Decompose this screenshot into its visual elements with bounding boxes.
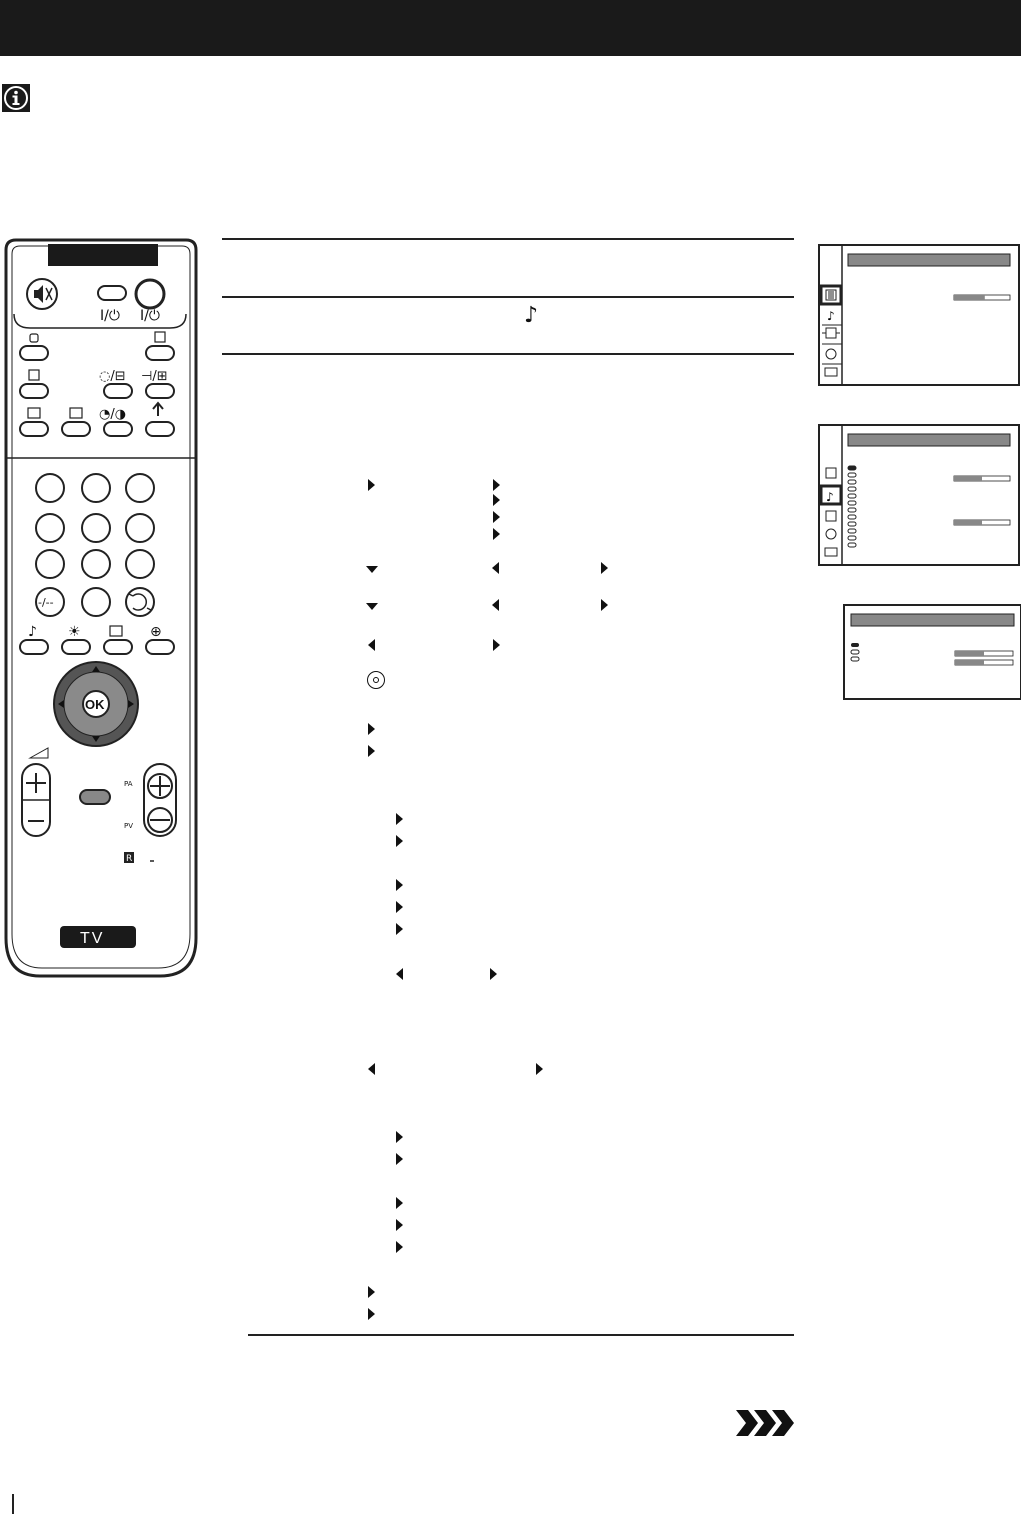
svg-text:R: R [126, 854, 133, 864]
arrow-right-icon [396, 901, 403, 913]
arrow-right-icon [396, 879, 403, 891]
svg-text:☀: ☀ [68, 624, 81, 640]
arrow-right-icon [368, 1286, 375, 1298]
svg-text:♪: ♪ [827, 309, 835, 323]
arrow-right-icon [396, 835, 403, 847]
arrow-right-icon [493, 639, 500, 651]
arrow-right-icon [396, 1219, 403, 1231]
svg-text:OK: OK [85, 697, 105, 712]
arrow-right-icon [396, 1197, 403, 1209]
arrow-right-icon [493, 511, 500, 523]
page-edge-mark [12, 1494, 14, 1514]
arrow-down-icon [366, 603, 378, 610]
arrow-left-icon [368, 1063, 375, 1075]
arrow-down-icon [366, 566, 378, 573]
arrow-right-icon [368, 745, 375, 757]
menu-screen-sound [818, 424, 1020, 566]
arrow-right-icon [396, 1153, 403, 1165]
arrow-right-icon [396, 923, 403, 935]
svg-text:⊕: ⊕ [150, 624, 162, 640]
mute-button-icon [27, 279, 57, 309]
arrow-right-icon [368, 1308, 375, 1320]
menu-screen-picture [818, 244, 1020, 386]
menu-screen-submenu [843, 604, 1021, 700]
svg-text:♪: ♪ [28, 624, 37, 640]
arrow-left-icon [396, 968, 403, 980]
arrow-right-icon [601, 562, 608, 574]
remote-control-illustration [0, 238, 200, 978]
svg-text:PV: PV [124, 822, 134, 830]
arrow-right-icon [490, 968, 497, 980]
page-header-bar [0, 0, 1021, 56]
arrow-right-icon [493, 479, 500, 491]
arrow-right-icon [368, 723, 375, 735]
svg-text:PA: PA [124, 780, 133, 788]
arrow-right-icon [493, 494, 500, 506]
arrow-right-icon [396, 1131, 403, 1143]
arrow-right-icon [396, 1241, 403, 1253]
info-icon [2, 84, 30, 112]
svg-text:⊣/⊞: ⊣/⊞ [141, 369, 168, 384]
arrow-left-icon [492, 562, 499, 574]
section-rule-bottom [248, 1334, 794, 1336]
music-note-icon: ♪ [524, 303, 539, 328]
svg-text:♪: ♪ [826, 490, 834, 504]
triple-chevron-right-icon [734, 1408, 794, 1443]
arrow-right-icon [601, 599, 608, 611]
arrow-left-icon [368, 639, 375, 651]
svg-text:◌/⊟: ◌/⊟ [99, 369, 126, 384]
section-rule-lower [222, 353, 794, 355]
arrow-right-icon [368, 479, 375, 491]
section-rule-top [222, 238, 794, 240]
svg-text:◔/◑: ◔/◑ [99, 407, 127, 422]
svg-text:I/⏻: I/⏻ [100, 308, 120, 324]
arrow-right-icon [493, 528, 500, 540]
arrow-right-icon [396, 813, 403, 825]
svg-text:-/--: -/-- [38, 596, 54, 609]
arrow-left-icon [492, 599, 499, 611]
section-rule-middle [222, 296, 794, 298]
svg-text:I/⏻: I/⏻ [140, 308, 160, 324]
ok-button-icon [367, 671, 385, 689]
svg-text:TV: TV [80, 930, 105, 947]
arrow-right-icon [536, 1063, 543, 1075]
